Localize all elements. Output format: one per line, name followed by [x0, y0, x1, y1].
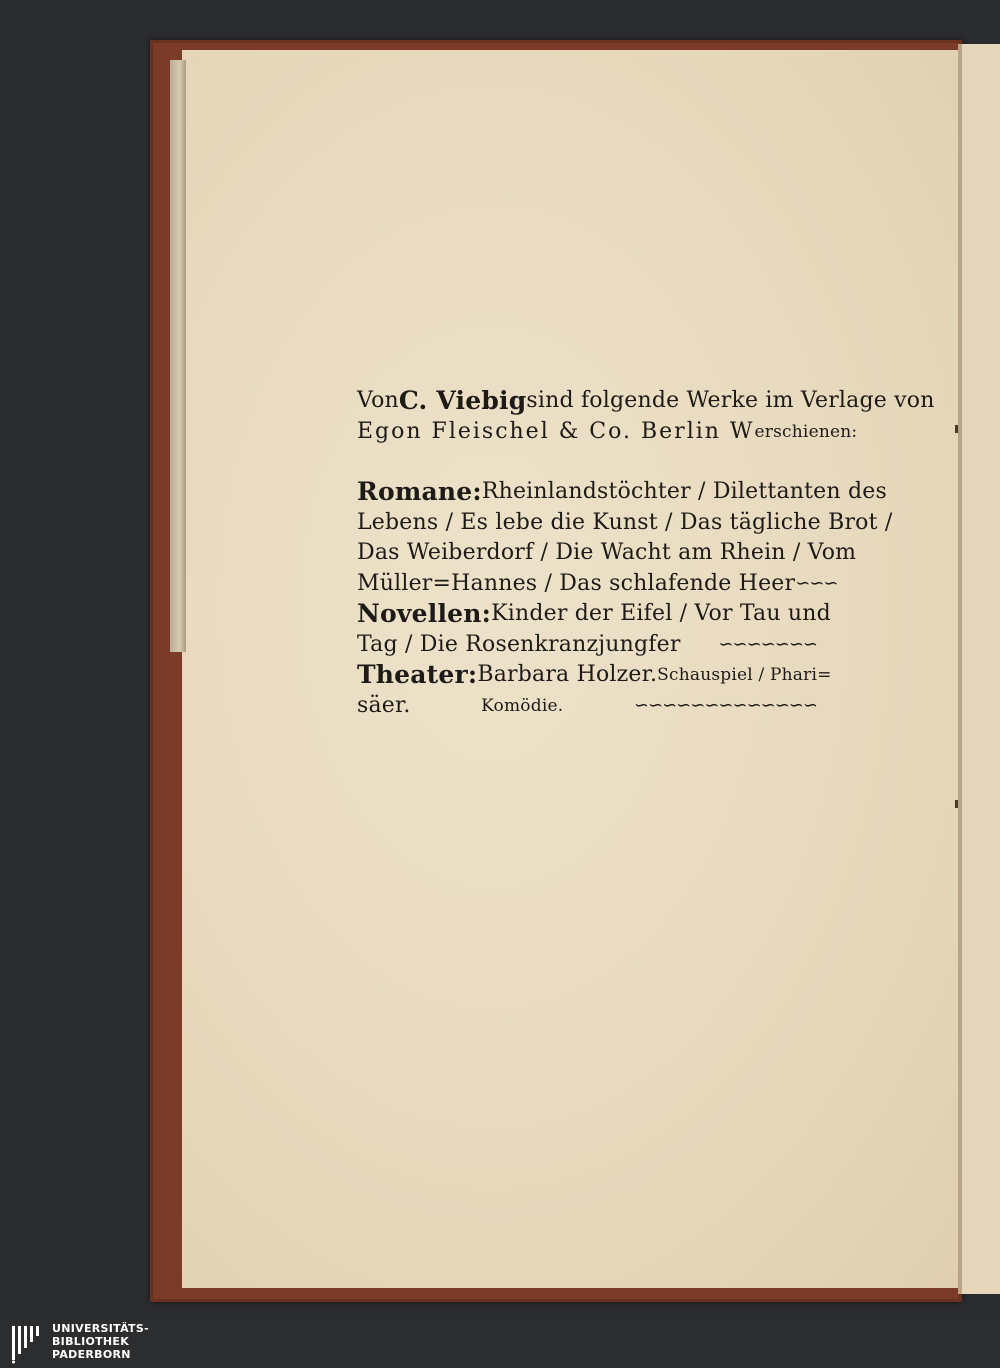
footer-bar	[0, 1318, 1000, 1368]
ornament: ∽∽∽∽∽∽∽∽∽∽∽∽∽	[633, 694, 817, 716]
text-erschienen: erschienen:	[754, 421, 858, 442]
theater-genre: Schauspiel / Phari=	[657, 665, 832, 685]
romane-list-3: Das Weiberdorf / Die Wacht am Rhein / Vom	[357, 540, 857, 565]
logo-line-2: BIBLIOTHEK	[52, 1335, 130, 1348]
ornament: ∽∽∽	[795, 572, 838, 594]
text-line	[357, 630, 817, 661]
flyleaf-strip	[170, 60, 186, 652]
text-line	[357, 599, 831, 630]
text-line	[357, 386, 935, 417]
text-line	[357, 538, 857, 569]
logo-line-1: UNIVERSITÄTS-	[52, 1322, 149, 1335]
publisher-name: Egon Fleischel & Co. Berlin W	[357, 418, 755, 444]
text-line	[357, 417, 858, 448]
theater-title-2: säer.	[357, 692, 411, 718]
library-logo-text	[52, 1322, 149, 1361]
text-line	[357, 691, 817, 722]
logo-line-3: PADERBORN	[52, 1348, 131, 1361]
theater-genre-2: Komödie.	[481, 695, 564, 716]
heading-theater: Theater:	[357, 660, 478, 689]
facing-page-edge	[962, 44, 1000, 1294]
text-publisher-intro: sind folgende Werke im Verlage von	[526, 388, 935, 413]
gutter-mark	[955, 425, 958, 433]
library-logo-icon	[6, 1322, 48, 1364]
gutter-mark	[955, 800, 958, 808]
publisher-list	[357, 386, 935, 721]
text-line	[357, 569, 838, 600]
text-line	[357, 477, 887, 508]
text-von: Von	[357, 388, 399, 413]
romane-list-2: Lebens / Es lebe die Kunst / Das tägliche Brot /	[357, 509, 893, 535]
theater-title: Barbara Holzer.	[477, 662, 658, 687]
romane-list-1: Rheinlandstöchter / Dilettanten des	[481, 479, 887, 504]
novellen-list-2: Tag / Die Rosenkranzjungfer	[357, 631, 681, 657]
text-line	[357, 508, 893, 539]
ornament: ∽∽∽∽∽∽∽	[718, 633, 817, 655]
novellen-list-1: Kinder der Eifel / Vor Tau und	[491, 601, 831, 626]
text-line	[357, 660, 832, 691]
heading-romane: Romane:	[357, 477, 482, 506]
author-name: C. Viebig	[398, 386, 527, 415]
romane-list-4: Müller=Hannes / Das schlafende Heer	[357, 570, 796, 596]
heading-novellen: Novellen:	[357, 599, 492, 628]
